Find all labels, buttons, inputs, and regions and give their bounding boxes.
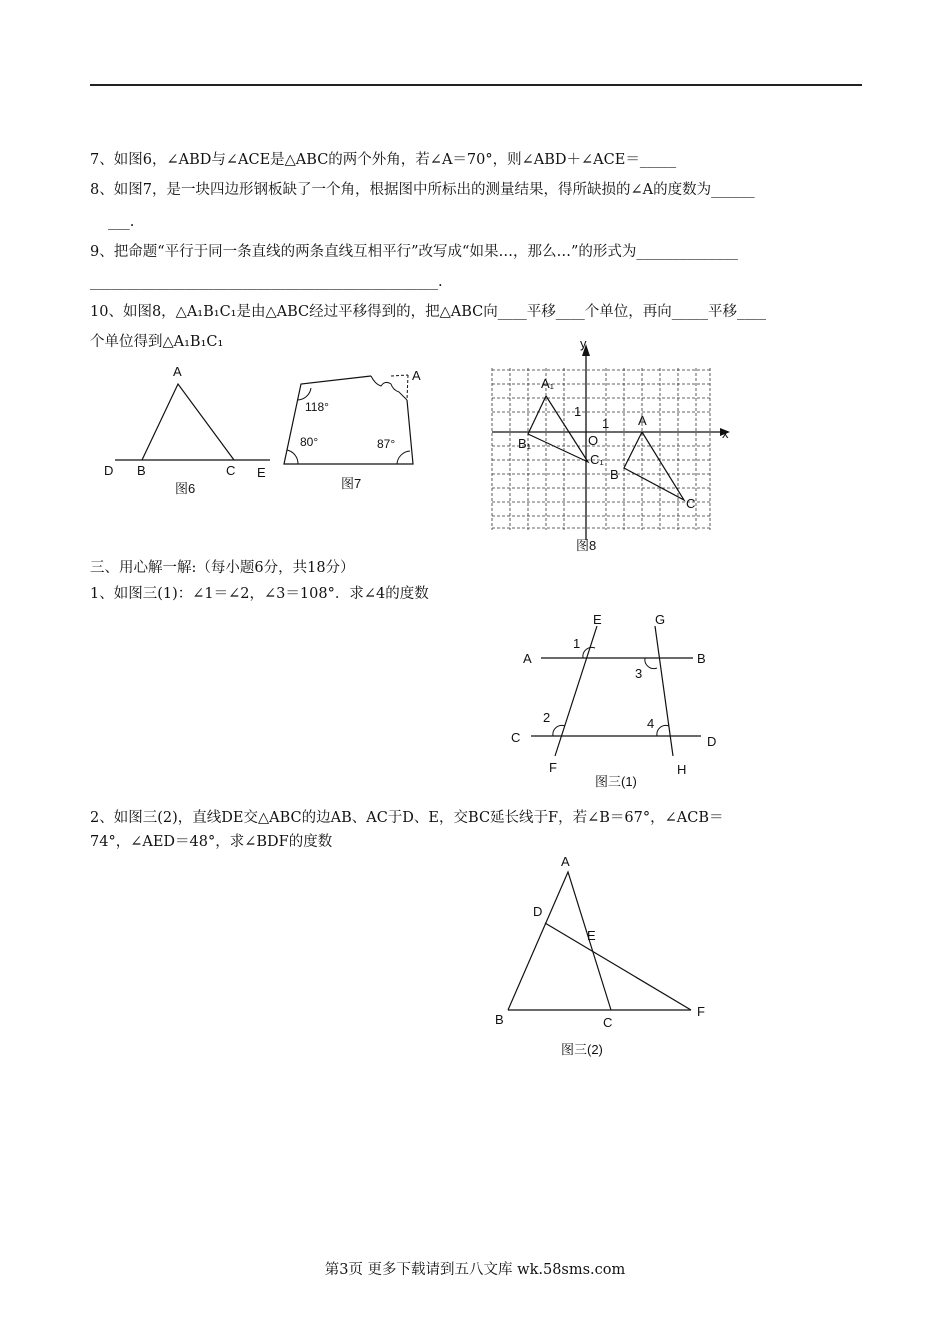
fig8-label-y: y (580, 340, 587, 351)
fig8-label-b: B (610, 467, 619, 482)
fig6-label-d: D (104, 463, 114, 478)
fig8-label-b1: B₁ (518, 436, 532, 451)
figure-6 (95, 360, 285, 500)
question-10: 10、如图8，△A₁B₁C₁是由△ABC经过平移得到的，把△ABC向____平移____个单位，再向_____平移____ (90, 304, 767, 320)
fig6-label-b: B (137, 463, 146, 478)
fig32-label-a: A (561, 854, 570, 869)
problem-2: 2、如图三(2)，直线DE交△ABC的边AB、AC于D、E，交BC延长线于F，若∠B＝67°，∠ACB＝ (90, 810, 724, 826)
fig6-caption: 图6 (175, 481, 196, 496)
figure-7 (275, 360, 435, 500)
fig8-label-c1: C₁ (590, 452, 604, 467)
page-footer: 第3页 更多下载请到五八文库 wk.58sms.com (324, 1262, 626, 1278)
fig32-label-f: F (697, 1004, 705, 1019)
fig6-label-a: A (173, 364, 182, 379)
fig8-label-a1: A₁ (541, 376, 555, 391)
fig31-label-4: 4 (647, 716, 655, 731)
fig31-label-b: B (697, 651, 706, 666)
fig31-label-h: H (677, 762, 687, 777)
question-7: 7、如图6，∠ABD与∠ACE是△ABC的两个外角，若∠A＝70°，则∠ABD＋∠ACE＝_____ (90, 152, 677, 168)
fig8-label-o: O (588, 433, 599, 448)
fig8-caption: 图8 (576, 538, 597, 553)
fig8-label-1y: 1 (574, 404, 582, 419)
figure-3-2 (485, 850, 725, 1060)
fig7-angle-80: 80° (300, 435, 319, 449)
fig32-label-e: E (587, 928, 596, 943)
fig7-angle-87: 87° (377, 437, 396, 451)
section-3-heading: 三、用心解一解:（每小题6分，共18分） (90, 560, 355, 576)
fig32-label-c: C (603, 1015, 613, 1030)
fig31-label-3: 3 (635, 666, 643, 681)
fig31-label-1: 1 (573, 636, 581, 651)
fig7-angle-118: 118° (305, 400, 329, 414)
fig7-label-a: A (412, 368, 421, 383)
fig6-label-e: E (257, 465, 266, 480)
fig31-caption: 图三(1) (595, 774, 637, 789)
fig8-label-c: C (686, 496, 696, 511)
fig31-label-2: 2 (543, 710, 551, 725)
fig31-label-e: E (593, 612, 602, 627)
fig32-caption: 图三(2) (561, 1042, 603, 1057)
fig31-label-c: C (511, 730, 521, 745)
fig8-label-1x: 1 (602, 416, 610, 431)
header-rule (90, 84, 862, 86)
fig31-label-a: A (523, 651, 532, 666)
question-9: 9、把命题“平行于同一条直线的两条直线互相平行”改写成“如果…，那么…”的形式为______________ (90, 244, 738, 260)
fig8-label-x: x (722, 426, 729, 441)
fig32-label-b: B (495, 1012, 504, 1027)
fig32-label-d: D (533, 904, 543, 919)
fig8-label-a: A (638, 413, 647, 428)
question-10-cont: 个单位得到△A₁B₁C₁ (90, 334, 224, 350)
fig31-label-g: G (655, 612, 666, 627)
figure-3-1 (505, 610, 735, 795)
question-9-cont: ________________________________________________. (90, 274, 443, 290)
question-8: 8、如图7，是一块四边形钢板缺了一个角，根据图中所标出的测量结果，得所缺损的∠A的度数为______ (90, 182, 755, 198)
fig31-label-d: D (707, 734, 717, 749)
fig7-caption: 图7 (341, 476, 362, 491)
problem-1: 1、如图三(1)：∠1＝∠2，∠3＝108°．求∠4的度数 (90, 586, 429, 602)
fig6-label-c: C (226, 463, 236, 478)
figure-8 (480, 340, 740, 555)
question-8-cont: ___. (108, 214, 135, 230)
fig31-label-f: F (549, 760, 557, 775)
problem-2-cont: 74°，∠AED＝48°，求∠BDF的度数 (90, 834, 333, 850)
